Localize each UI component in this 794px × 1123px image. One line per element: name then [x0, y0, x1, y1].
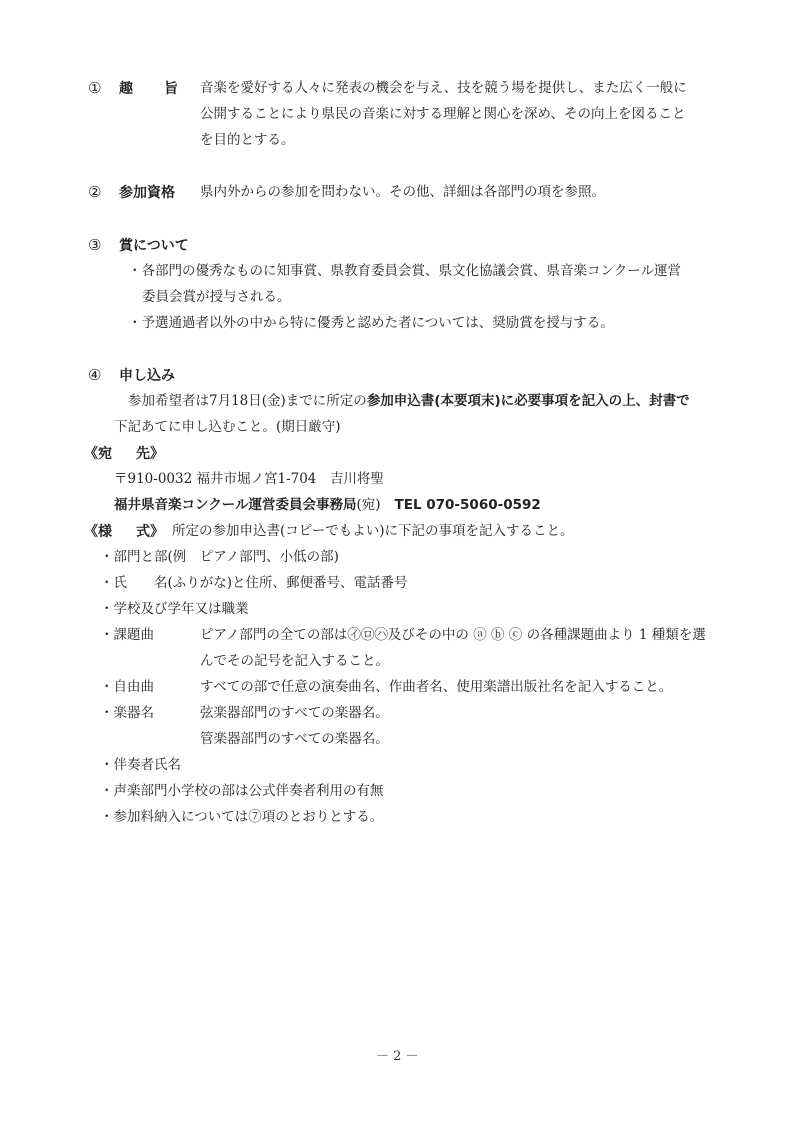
section-1-line-1: 音楽を愛好する人々に発表の機会を与え、技を競う場を提供し、また広く一般に — [200, 80, 687, 96]
format-item-5-text: すべての部で任意の演奏曲名、作曲者名、使用楽譜出版社名を記入すること。 — [200, 679, 673, 695]
format-item-4-line-1: ピアノ部門の全ての部は㋑㋺㋩及びその中の ⓐ ⓑ ⓒ の各種課題曲より 1 種類を選 — [200, 627, 706, 643]
section-1-title-b: 旨 — [164, 81, 178, 97]
format-item-3: ・学校及び学年又は職業 — [100, 601, 249, 617]
page-number: － 2 － — [376, 1049, 419, 1064]
format-item-1: ・部門と部(例 ピアノ部門、小低の部) — [100, 549, 339, 565]
address-office-line — [114, 499, 541, 513]
section-1-line-3: を目的とする。 — [200, 132, 295, 148]
section-3-bullet-1: ・各部門の優秀なものに知事賞、県教育委員会賞、県文化協議会賞、県音楽コンクール運営 — [128, 263, 681, 279]
address-postal: 〒910-0032 福井市堀ノ宮1-704 吉川将聖 — [114, 471, 384, 487]
section-4-line-2: 下記あてに申し込むこと。(期日厳守) — [114, 419, 341, 435]
section-1-number: ① — [88, 79, 102, 97]
format-item-9: ・参加料納入については⑦項のとおりとする。 — [100, 809, 384, 825]
section-1-title-a: 趣 — [119, 81, 133, 97]
address-office: 福井県音楽コンクール運営委員会事務局 — [114, 497, 357, 513]
section-4-line-1-normal: 参加希望者は7月18日(金)までに所定の — [128, 393, 367, 409]
format-item-6-line-1: 弦楽器部門のすべての楽器名。 — [200, 705, 389, 721]
section-3-number: ③ — [88, 236, 102, 254]
format-item-6-line-2: 管楽器部門のすべての楽器名。 — [200, 731, 389, 747]
section-3-bullet-1-cont: 委員会賞が授与される。 — [142, 289, 291, 305]
section-2-number: ② — [88, 183, 102, 201]
format-label-b: 式》 — [136, 524, 164, 540]
section-3-title: 賞について — [119, 238, 189, 254]
section-2-title: 参加資格 — [119, 185, 175, 201]
format-item-8: ・声楽部門小学校の部は公式伴奏者利用の有無 — [100, 783, 384, 799]
section-4-title: 申し込み — [119, 368, 175, 384]
section-2-text: 県内外からの参加を問わない。その他、詳細は各部門の項を参照。 — [200, 184, 605, 200]
format-item-6-label: ・楽器名 — [100, 705, 154, 721]
format-item-7: ・伴奏者氏名 — [100, 757, 181, 773]
format-item-2: ・氏 名(ふりがな)と住所、郵便番号、電話番号 — [100, 575, 408, 591]
section-4-line-1 — [128, 395, 690, 409]
address-office-suffix: (宛) — [356, 497, 381, 513]
address-label-b: 先》 — [136, 446, 164, 462]
section-4-line-1-bold: 参加申込書(本要項末)に必要事項を記入の上、封書で — [366, 393, 690, 409]
format-item-4-line-2: んでその記号を記入すること。 — [200, 653, 389, 669]
section-1-line-2: 公開することにより県民の音楽に対する理解と関心を深め、その向上を図ること — [200, 106, 686, 122]
section-3-bullet-2: ・予選通過者以外の中から特に優秀と認めた者については、奨励賞を授与する。 — [128, 315, 614, 331]
format-item-5-label: ・自由曲 — [100, 679, 154, 695]
address-tel: TEL 070-5060-0592 — [394, 497, 541, 513]
section-4-number: ④ — [88, 366, 102, 384]
format-label-a: 《様 — [84, 524, 112, 540]
format-item-4-label: ・課題曲 — [100, 627, 154, 643]
address-label-a: 《宛 — [84, 446, 112, 462]
format-intro: 所定の参加申込書(コピーでもよい)に下記の事項を記入すること。 — [172, 523, 574, 539]
